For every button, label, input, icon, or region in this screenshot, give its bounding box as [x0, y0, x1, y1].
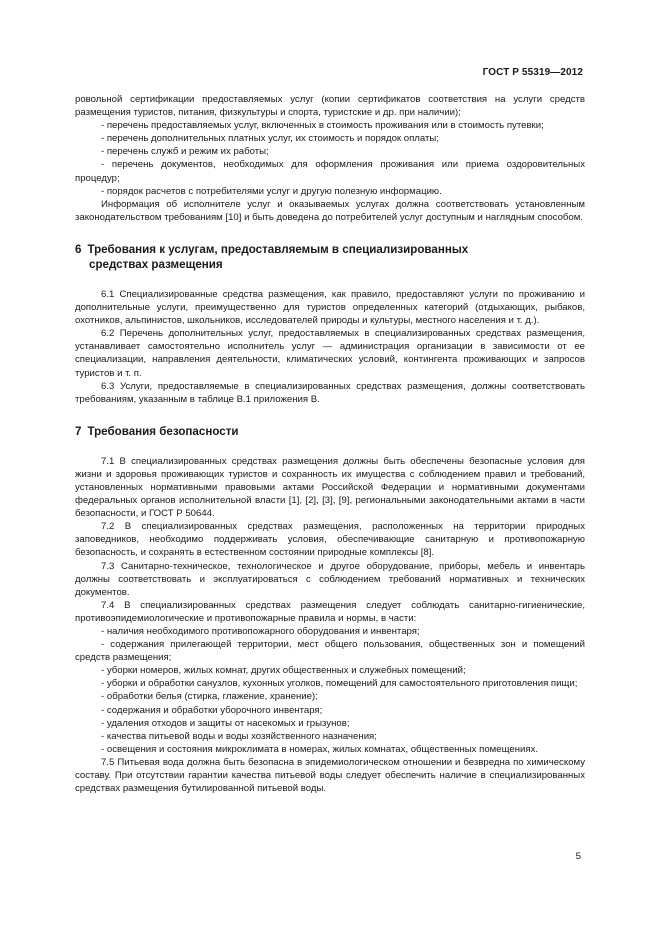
clause-7-4: 7.4 В специализированных средствах размещения следует соблюдать санитарно-гигиенические, противоэпидемиологические и противопожарные правила и нормы, в части:	[75, 599, 585, 624]
intro-paragraph: ровольной сертификации предоставляемых услуг (копии сертификатов соответствия на услуги средств размещения туристов, питания, физкультуры и спорта, туристские и др. при наличии);	[75, 94, 585, 119]
list-item: - наличия необходимого противопожарного оборудования и инвентаря;	[101, 626, 420, 637]
list-item: - содержания прилегающей территории, мест общего пользования, общественных зон и помещений средств размещения;	[75, 639, 585, 664]
clause-6-3: 6.3 Услуги, предоставляемые в специализированных средствах размещения, должны соответствовать требованиям, указанным в таблице В.1 приложения В.	[75, 380, 585, 405]
section-6-number: 6	[75, 242, 82, 256]
clause-6-2: 6.2 Перечень дополнительных услуг, предоставляемых в специализированных средствах размещения, устанавливает самостоятельно исполнитель услуг — администрация организации в зависимости от ее специализации, направления деятельности, климатических условий, контингента проживающих и запросов туристов и т. п.	[75, 328, 585, 379]
clause-7-3: 7.3 Санитарно-техническое, технологическое и другое оборудование, приборы, мебель и инвентарь должны соответствовать и эксплуатироваться с соблюдением требований нормативных и технических документов.	[75, 560, 585, 598]
document-id-header: ГОСТ Р 55319—2012	[482, 67, 583, 78]
list-item: - уборки и обработки санузлов, кухонных уголков, помещений для самостоятельного приготовления пищи;	[101, 678, 578, 690]
section-7-number: 7	[75, 424, 82, 438]
section-6-title-line1: Требования к услугам, предоставляемым в специализированных	[87, 242, 469, 256]
section-6-title-line2: средствах размещения	[89, 257, 223, 271]
clause-7-2: 7.2 В специализированных средствах размещения, расположенных на территории природных заповедников, необходимо поддерживать условия, обеспечивающие санитарную и противопожарную безопасность, и сохранять в естественном состоянии природные комплексы [8].	[75, 521, 585, 559]
section-7-heading	[75, 424, 585, 439]
list-item: - удаления отходов и защиты от насекомых и грызунов;	[101, 717, 350, 729]
list-item: - освещения и состояния микроклимата в номерах, жилых комнатах, общественных помещениях.	[101, 743, 539, 755]
intro-list	[75, 119, 585, 198]
page-number: 5	[575, 851, 581, 862]
list-item: - перечень предоставляемых услуг, включенных в стоимость проживания или в стоимость путевки;	[101, 120, 544, 132]
intro-info-paragraph: Информация об исполнителе услуг и оказываемых услугах должна соответствовать установленным законодательством требованиям [10] и быть доведена до потребителей услуг доступным и наглядным способом.	[75, 198, 585, 223]
list-item: - перечень документов, необходимых для оформления проживания или приема оздоровительных процедур;	[75, 159, 585, 184]
page-body	[75, 93, 585, 795]
list-item: - обработки белья (стирка, глажение, хранение);	[101, 691, 318, 703]
clause-6-1: 6.1 Специализированные средства размещения, как правило, предоставляют услуги по проживанию и дополнительные услуги, преимущественно для туристов определенных категорий (отдыхающих, рыбаков, охотников, альпинистов, школьников, исследователей природы и культуры, местного населения и т. д.).	[75, 288, 585, 327]
list-item: - содержания и обработки уборочного инвентаря;	[101, 704, 323, 716]
clause-7-1: 7.1 В специализированных средствах размещения должны быть обеспечены безопасные условия для жизни и здоровья проживающих туристов и сохранность их имущества с соблюдением правил и требований, установленных нормативными правовыми актами Российской Федерации и нормативными документами федеральных органов исполнительной власти [1], [2], [3], [9], региональными законодательными актами в части безопасности, и ГОСТ Р 50644.	[75, 455, 585, 520]
list-item: - качества питьевой воды и воды хозяйственного назначения;	[101, 730, 377, 742]
section-7-title: Требования безопасности	[87, 424, 239, 438]
list-item: - уборки номеров, жилых комнат, других общественных и служебных помещений;	[101, 665, 466, 677]
list-item: - перечень служб и режим их работы;	[101, 146, 269, 158]
list-item: - порядок расчетов с потребителями услуг и другую полезную информацию.	[101, 185, 442, 197]
list-item: - перечень дополнительных платных услуг, их стоимость и порядок оплаты;	[101, 133, 439, 145]
clause-7-4-list	[75, 625, 585, 756]
section-6-heading	[75, 242, 585, 272]
clause-7-5: 7.5 Питьевая вода должна быть безопасна в эпидемиологическом отношении и безвредна по химическому составу. При отсутствии гарантии качества питьевой воды следует обеспечить наличие в специализированных средствах размещения бутилированной питьевой воды.	[75, 756, 585, 795]
